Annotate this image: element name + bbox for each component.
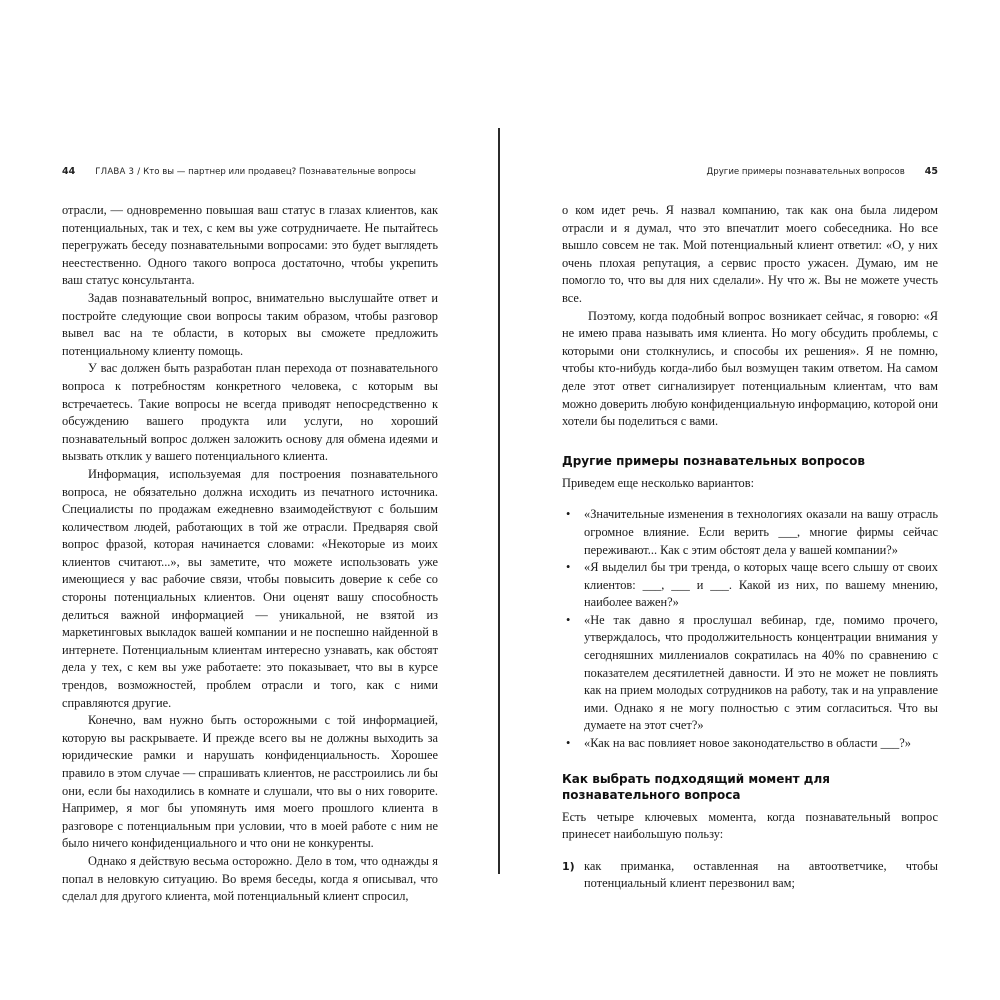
section-intro: Приведем еще несколько вариантов: xyxy=(562,475,755,490)
right-page-number: 45 xyxy=(924,166,938,177)
list-number: 1) xyxy=(562,859,575,873)
list-item xyxy=(562,735,938,753)
paragraph: о ком идет речь. Я назвал компанию, так как она была лидером отрасли и я думал, что это впечатлит моего собеседника. Но все вышло совсем не так. Мой потенциальный клиент ответил: «О, у них очень плохая репутация, а сервис просто ужасен. Думаю, им не помогло то, что вы для них сделали». Ну что ж. Вы не можете учесть все. xyxy=(562,203,938,305)
chapter-label: ГЛАВА 3 xyxy=(95,167,135,177)
left-page xyxy=(62,0,438,1000)
running-head-separator: / xyxy=(137,167,141,177)
paragraph: У вас должен быть разработан план перехода от познавательного вопроса к потребностям конкретного человека, с которым вы встречаетесь. Такие вопросы не всегда приводят непосредственно к обсуждению вашего продукта или услуги, но хороший познавательный вопрос должен заложить основу для обмена идеями и вызвать отклик у вашего потенциального клиента. xyxy=(62,361,438,464)
left-page-number: 44 xyxy=(62,166,76,177)
right-running-head xyxy=(562,166,938,177)
chapter-title: Кто вы — партнер или продавец? Познавательные вопросы xyxy=(143,167,416,177)
bullet-marker: • xyxy=(566,612,571,627)
paragraph: Поэтому, когда подобный вопрос возникает сейчас, я говорю: «Я не имею права называть имя клиента. Но могу обсудить проблемы, с которыми они столкнулись, и способы их решения». Я не помню, чтобы кто-нибудь когда-либо был возмущен таким ответом. На самом деле этот ответ сигнализирует потенциальным клиентам, что вам можно доверить любую конфиденциальную информацию, которой они хотели бы поделиться с вами. xyxy=(562,308,938,429)
paragraph: Задав познавательный вопрос, внимательно выслушайте ответ и постройте следующие свои вопросы таким образом, чтобы разговор вывел вас на те области, в которых вы сможете предложить потенциальному клиенту помощь. xyxy=(62,290,438,358)
paragraph: Однако я действую весьма осторожно. Дело в том, что однажды я попал в неловкую ситуацию. Во время беседы, когда я описывал, что сделал для другого клиента, мой потенциальный клиент спросил, xyxy=(62,853,438,904)
paragraph: отрасли, — одновременно повышая ваш статус в глазах клиентов, как потенциальных, так и тех, с кем вы уже сотрудничаете. Не пытайтесь перегружать беседу познавательными вопросами: это будет выглядеть неестественно. Одного такого вопроса достаточно, чтобы укрепить ваш статус консультанта. xyxy=(62,203,438,288)
paragraph: Информация, используемая для построения познавательного вопроса, не обязательно должна исходить из печатного источника. Специалисты по продажам ежедневно взаимодействуют с большим количеством людей, работающих в той же отрасли. Предваряя свой вопрос фразой, которая начинается словами: «Некоторые из моих клиентов считают...», вы заметите, что можете использовать уже имеющиеся у вас рабочие связи, чтобы повысить доверие к себе со стороны потенциальных клиентов. Они оценят вашу способность делиться важной информацией — уникальной, не взятой из маркетинговых выкладок вашей компании и не поспешно найденной в интернете. Потенциальным клиентам интересно узнавать, как обстоят дела у тех, с кем вы уже работаете: это показывает, что вы в курсе трендов, возможностей, проблем отрасли и того, как с ними справляются другие. xyxy=(62,466,438,710)
left-running-head xyxy=(62,166,438,177)
list-item-text: как приманка, оставленная на автоответчике, чтобы потенциальный клиент перезвонил вам; xyxy=(584,858,938,891)
running-title: Другие примеры познавательных вопросов xyxy=(706,167,905,177)
bullet-list xyxy=(562,506,938,752)
list-item-text: «Не так давно я прослушал вебинар, где, помимо прочего, утверждалось, что продолжительность концентрации внимания у сегодняшних миллениалов сократилась на 40% по сравнению с показателем десятилетней давности. И это не может не повлиять как на прием молодых сотрудников на работу, так и на управление ими. Однако я не могу полностью с этим согласиться. Что вы думаете на этот счет?» xyxy=(584,612,938,733)
page-gutter-divider xyxy=(498,128,500,874)
section-heading: Как выбрать подходящий момент для познавательного вопроса xyxy=(562,771,830,802)
numbered-list xyxy=(562,858,938,893)
paragraph: Конечно, вам нужно быть осторожными с той информацией, которую вы раскрываете. И прежде всего вы не должны выходить за юридические рамки и нарушать конфиденциальность. Хорошее правило в этом случае — спрашивать клиентов, не расстроились ли бы они, если бы находились в комнате и слушали, что вы о них говорите. Например, я мог бы упомянуть имя моего прошлого клиента в разговоре с потенциальным при условии, что в моей работе с ним не было ничего конфиденциального и что они не конкуренты. xyxy=(62,713,438,851)
left-body-text xyxy=(62,202,438,906)
list-item xyxy=(562,858,938,893)
list-item-text: «Значительные изменения в технологиях оказали на вашу отрасль огромное влияние. Если верить ___, многие фирмы сейчас переживают... Как с этим обстоят дела у вашей компании?» xyxy=(584,507,938,557)
section-intro: Есть четыре ключевых момента, когда познавательный вопрос принесет наибольшую пользу: xyxy=(562,809,938,842)
list-item-text: «Как на вас повлияет новое законодательство в области ___?» xyxy=(584,736,911,751)
bullet-marker: • xyxy=(566,507,571,522)
section-heading: Другие примеры познавательных вопросов xyxy=(562,453,865,468)
right-body-text xyxy=(562,202,938,893)
list-item xyxy=(562,559,938,612)
bullet-marker: • xyxy=(566,736,571,751)
bullet-marker: • xyxy=(566,560,571,575)
list-item-text: «Я выделил бы три тренда, о которых чаще всего слышу от своих клиентов: ___, ___ и ___. Какой из них, по вашему мнению, наиболее важен?» xyxy=(584,560,938,610)
list-item xyxy=(562,612,938,735)
list-item xyxy=(562,506,938,559)
right-page xyxy=(562,0,938,1000)
